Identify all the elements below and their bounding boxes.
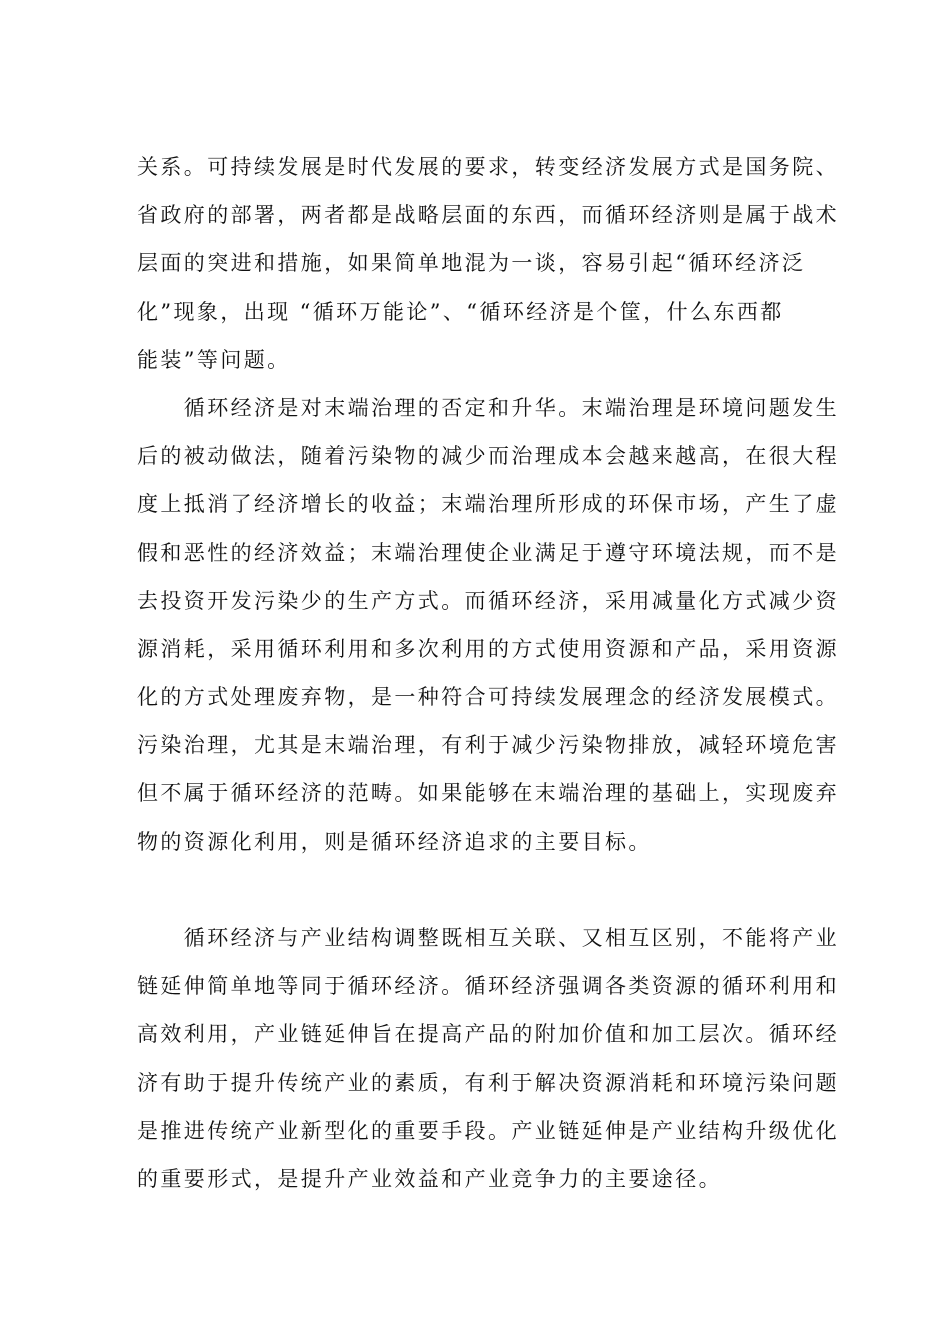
paragraph-2 bbox=[137, 384, 839, 914]
text-line: 后的被动做法，随着污染物的减少而治理成本会越来越高，在很大程 bbox=[137, 444, 839, 469]
paragraph-1 bbox=[137, 143, 839, 384]
text-line: 济有助于提升传统产业的素质，有利于解决资源消耗和环境污染问题 bbox=[137, 1070, 839, 1095]
paragraph-3 bbox=[137, 914, 839, 1203]
text-line: 能装”等问题。 bbox=[137, 347, 291, 372]
text-line: 但不属于循环经济的范畴。如果能够在末端治理的基础上，实现废弃 bbox=[137, 781, 839, 806]
text-line: 去投资开发污染少的生产方式。而循环经济，采用减量化方式减少资 bbox=[137, 588, 839, 613]
text-line: 高效利用，产业链延伸旨在提高产品的附加价值和加工层次。循环经 bbox=[137, 1022, 839, 1047]
text-line: 省政府的部署，两者都是战略层面的东西，而循环经济则是属于战术 bbox=[137, 203, 839, 228]
text-line: 污染治理，尤其是末端治理，有利于减少污染物排放，减轻环境危害 bbox=[137, 733, 839, 758]
text-line: 化的方式处理废弃物，是一种符合可持续发展理念的经济发展模式。 bbox=[137, 685, 839, 710]
text-line: 度上抵消了经济增长的收益；末端治理所形成的环保市场，产生了虚 bbox=[137, 492, 839, 517]
text-line: 循环经济是对末端治理的否定和升华。末端治理是环境问题发生 bbox=[137, 395, 839, 420]
text-line: 是推进传统产业新型化的重要手段。产业链延伸是产业结构升级优化 bbox=[137, 1118, 839, 1143]
text-line: 的重要形式，是提升产业效益和产业竞争力的主要途径。 bbox=[137, 1166, 722, 1191]
text-line: 关系。可持续发展是时代发展的要求，转变经济发展方式是国务院、 bbox=[137, 155, 839, 179]
text-line: 物的资源化利用，则是循环经济追求的主要目标。 bbox=[137, 829, 652, 854]
text-line: 循环经济与产业结构调整既相互关联、又相互区别，不能将产业 bbox=[137, 926, 839, 950]
text-line: 链延伸简单地等同于循环经济。循环经济强调各类资源的循环利用和 bbox=[137, 974, 839, 999]
text-line: 化”现象，出现 “循环万能论”、“循环经济是个筐，什么东西都 bbox=[137, 299, 784, 324]
text-line: 假和恶性的经济效益；末端治理使企业满足于遵守环境法规，而不是 bbox=[137, 540, 839, 565]
text-line bbox=[137, 866, 813, 914]
document-body bbox=[137, 143, 839, 1203]
text-line: 层面的突进和措施，如果简单地混为一谈，容易引起“循环经济泛 bbox=[137, 251, 806, 276]
text-line: 源消耗，采用循环利用和多次利用的方式使用资源和产品，采用资源 bbox=[137, 636, 839, 661]
